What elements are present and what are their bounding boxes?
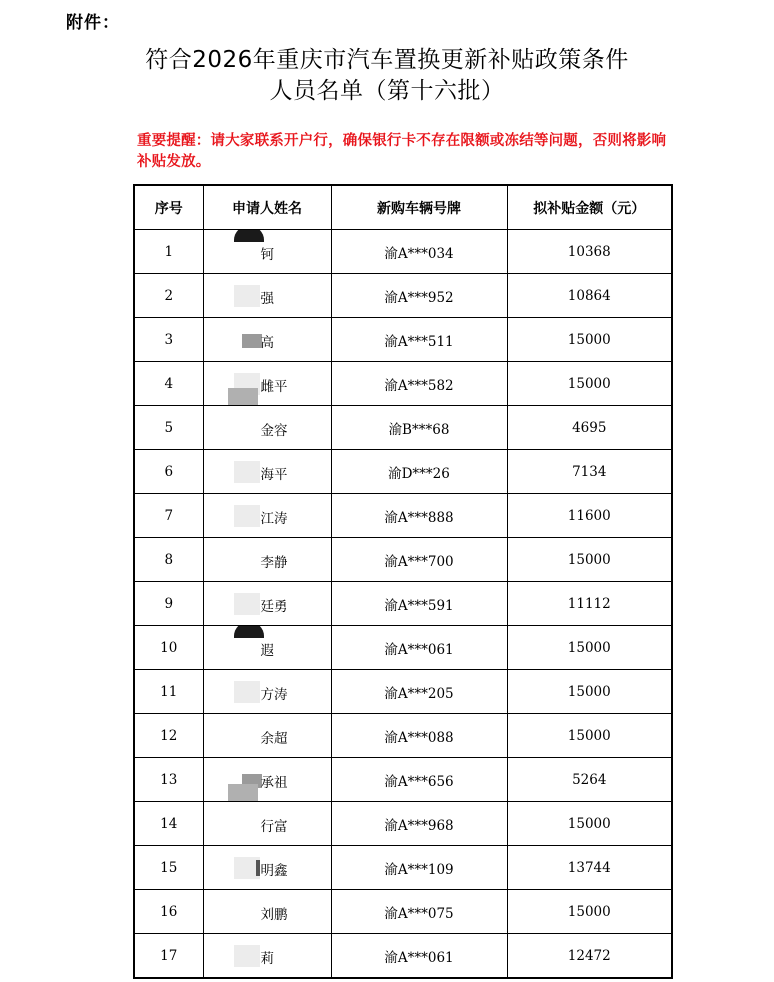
- applicant-name-cell: [203, 450, 331, 494]
- applicant-name-text: 明鑫: [260, 863, 288, 879]
- document-title-line1: 符合2026年重庆市汽车置换更新补贴政策条件: [145, 47, 629, 73]
- serial-number-cell: 13: [134, 758, 203, 802]
- table-row: [134, 406, 672, 450]
- subsidy-amount-cell: 12472: [507, 934, 672, 979]
- subsidy-amount-cell: 11112: [507, 582, 672, 626]
- header-subsidy-amount: 拟补贴金额（元）: [507, 185, 672, 230]
- applicant-name-cell: [203, 538, 331, 582]
- applicant-name-text: 莉: [260, 951, 274, 967]
- redaction-mark: [234, 945, 260, 967]
- table-row: [134, 802, 672, 846]
- applicant-name-text: 行富: [260, 819, 288, 835]
- header-plate-number: 新购车辆号牌: [331, 185, 507, 230]
- serial-number-cell: 16: [134, 890, 203, 934]
- applicant-name-cell: [203, 670, 331, 714]
- applicant-name-cell: [203, 890, 331, 934]
- applicant-name-cell: [203, 406, 331, 450]
- serial-number-cell: 2: [134, 274, 203, 318]
- plate-number-cell: 渝A***061: [331, 934, 507, 979]
- applicant-name-cell: [203, 626, 331, 670]
- serial-number-cell: 14: [134, 802, 203, 846]
- subsidy-amount-cell: 15000: [507, 802, 672, 846]
- plate-number-cell: 渝D***26: [331, 450, 507, 494]
- table-row: [134, 626, 672, 670]
- serial-number-cell: 10: [134, 626, 203, 670]
- serial-number-cell: 1: [134, 230, 203, 274]
- redaction-mark: [242, 334, 262, 348]
- applicant-name-cell: [203, 362, 331, 406]
- applicant-name-cell: [203, 846, 331, 890]
- table-row: [134, 934, 672, 979]
- table-row: [134, 494, 672, 538]
- applicant-name-cell: [203, 758, 331, 802]
- table-row: [134, 538, 672, 582]
- redaction-mark: [234, 505, 260, 527]
- plate-number-cell: 渝A***088: [331, 714, 507, 758]
- applicant-name-text: 强: [260, 291, 274, 307]
- applicant-name-cell: [203, 934, 331, 979]
- applicant-name-text: 金容: [260, 423, 288, 439]
- recipient-table: [133, 184, 673, 979]
- redaction-mark: [234, 681, 260, 703]
- subsidy-amount-cell: 15000: [507, 670, 672, 714]
- header-serial-number: 序号: [134, 185, 203, 230]
- subsidy-amount-cell: 13744: [507, 846, 672, 890]
- document-title-line2: 人员名单（第十六批）: [269, 78, 505, 104]
- subsidy-amount-cell: 11600: [507, 494, 672, 538]
- applicant-name-text: 余超: [260, 731, 288, 747]
- subsidy-amount-cell: 4695: [507, 406, 672, 450]
- applicant-name-text: 雌平: [260, 379, 288, 395]
- plate-number-cell: 渝A***034: [331, 230, 507, 274]
- serial-number-cell: 9: [134, 582, 203, 626]
- plate-number-cell: 渝A***952: [331, 274, 507, 318]
- serial-number-cell: 5: [134, 406, 203, 450]
- applicant-name-text: 遐: [260, 643, 274, 659]
- serial-number-cell: 3: [134, 318, 203, 362]
- table-row: [134, 362, 672, 406]
- plate-number-cell: 渝A***075: [331, 890, 507, 934]
- attachment-label: 附件：: [66, 13, 120, 33]
- table-row: [134, 670, 672, 714]
- serial-number-cell: 17: [134, 934, 203, 979]
- plate-number-cell: 渝A***205: [331, 670, 507, 714]
- plate-number-cell: 渝A***700: [331, 538, 507, 582]
- subsidy-amount-cell: 15000: [507, 714, 672, 758]
- plate-number-cell: 渝A***582: [331, 362, 507, 406]
- subsidy-amount-cell: 15000: [507, 890, 672, 934]
- serial-number-cell: 4: [134, 362, 203, 406]
- applicant-name-text: 江涛: [260, 511, 288, 527]
- applicant-name-text: 廷勇: [260, 599, 288, 615]
- applicant-name-cell: [203, 318, 331, 362]
- applicant-name-text: 李静: [260, 555, 288, 571]
- applicant-name-cell: [203, 714, 331, 758]
- plate-number-cell: 渝A***061: [331, 626, 507, 670]
- redaction-mark: [228, 784, 258, 802]
- plate-number-cell: 渝A***968: [331, 802, 507, 846]
- applicant-name-text: 刘鹏: [260, 907, 288, 923]
- subsidy-amount-cell: 15000: [507, 318, 672, 362]
- table-row: [134, 714, 672, 758]
- table-header-row: [134, 185, 672, 230]
- redaction-mark: [234, 461, 260, 483]
- header-applicant-name: 申请人姓名: [203, 185, 331, 230]
- applicant-name-cell: [203, 582, 331, 626]
- applicant-name-cell: [203, 274, 331, 318]
- applicant-name-text: 高: [260, 335, 274, 351]
- applicant-name-cell: [203, 802, 331, 846]
- serial-number-cell: 15: [134, 846, 203, 890]
- plate-number-cell: 渝A***109: [331, 846, 507, 890]
- table-row: [134, 582, 672, 626]
- table-row: [134, 450, 672, 494]
- redaction-mark: [234, 593, 260, 615]
- table-row: [134, 846, 672, 890]
- table-row: [134, 890, 672, 934]
- table-row: [134, 758, 672, 802]
- table-row: [134, 318, 672, 362]
- table-row: [134, 230, 672, 274]
- applicant-name-text: 海平: [260, 467, 288, 483]
- subsidy-amount-cell: 10864: [507, 274, 672, 318]
- applicant-name-text: 方涛: [260, 687, 288, 703]
- redaction-mark: [234, 230, 264, 243]
- redaction-mark: [234, 285, 260, 307]
- redaction-mark: [234, 626, 264, 639]
- plate-number-cell: 渝A***656: [331, 758, 507, 802]
- serial-number-cell: 8: [134, 538, 203, 582]
- subsidy-amount-cell: 15000: [507, 362, 672, 406]
- serial-number-cell: 11: [134, 670, 203, 714]
- applicant-name-cell: [203, 494, 331, 538]
- serial-number-cell: 7: [134, 494, 203, 538]
- subsidy-amount-cell: 15000: [507, 626, 672, 670]
- subsidy-amount-cell: 10368: [507, 230, 672, 274]
- redaction-mark: [228, 388, 258, 406]
- plate-number-cell: 渝B***68: [331, 406, 507, 450]
- plate-number-cell: 渝A***591: [331, 582, 507, 626]
- applicant-name-text: 承祖: [260, 775, 288, 791]
- subsidy-amount-cell: 7134: [507, 450, 672, 494]
- plate-number-cell: 渝A***888: [331, 494, 507, 538]
- subsidy-amount-cell: 15000: [507, 538, 672, 582]
- subsidy-amount-cell: 5264: [507, 758, 672, 802]
- table-row: [134, 274, 672, 318]
- plate-number-cell: 渝A***511: [331, 318, 507, 362]
- redaction-mark: [256, 860, 260, 876]
- applicant-name-cell: [203, 230, 331, 274]
- serial-number-cell: 12: [134, 714, 203, 758]
- serial-number-cell: 6: [134, 450, 203, 494]
- applicant-name-text: 钶: [260, 247, 274, 263]
- important-notice: 重要提醒：请大家联系开户行，确保银行卡不存在限额或冻结等问题，否则将影响补贴发放。: [137, 133, 667, 170]
